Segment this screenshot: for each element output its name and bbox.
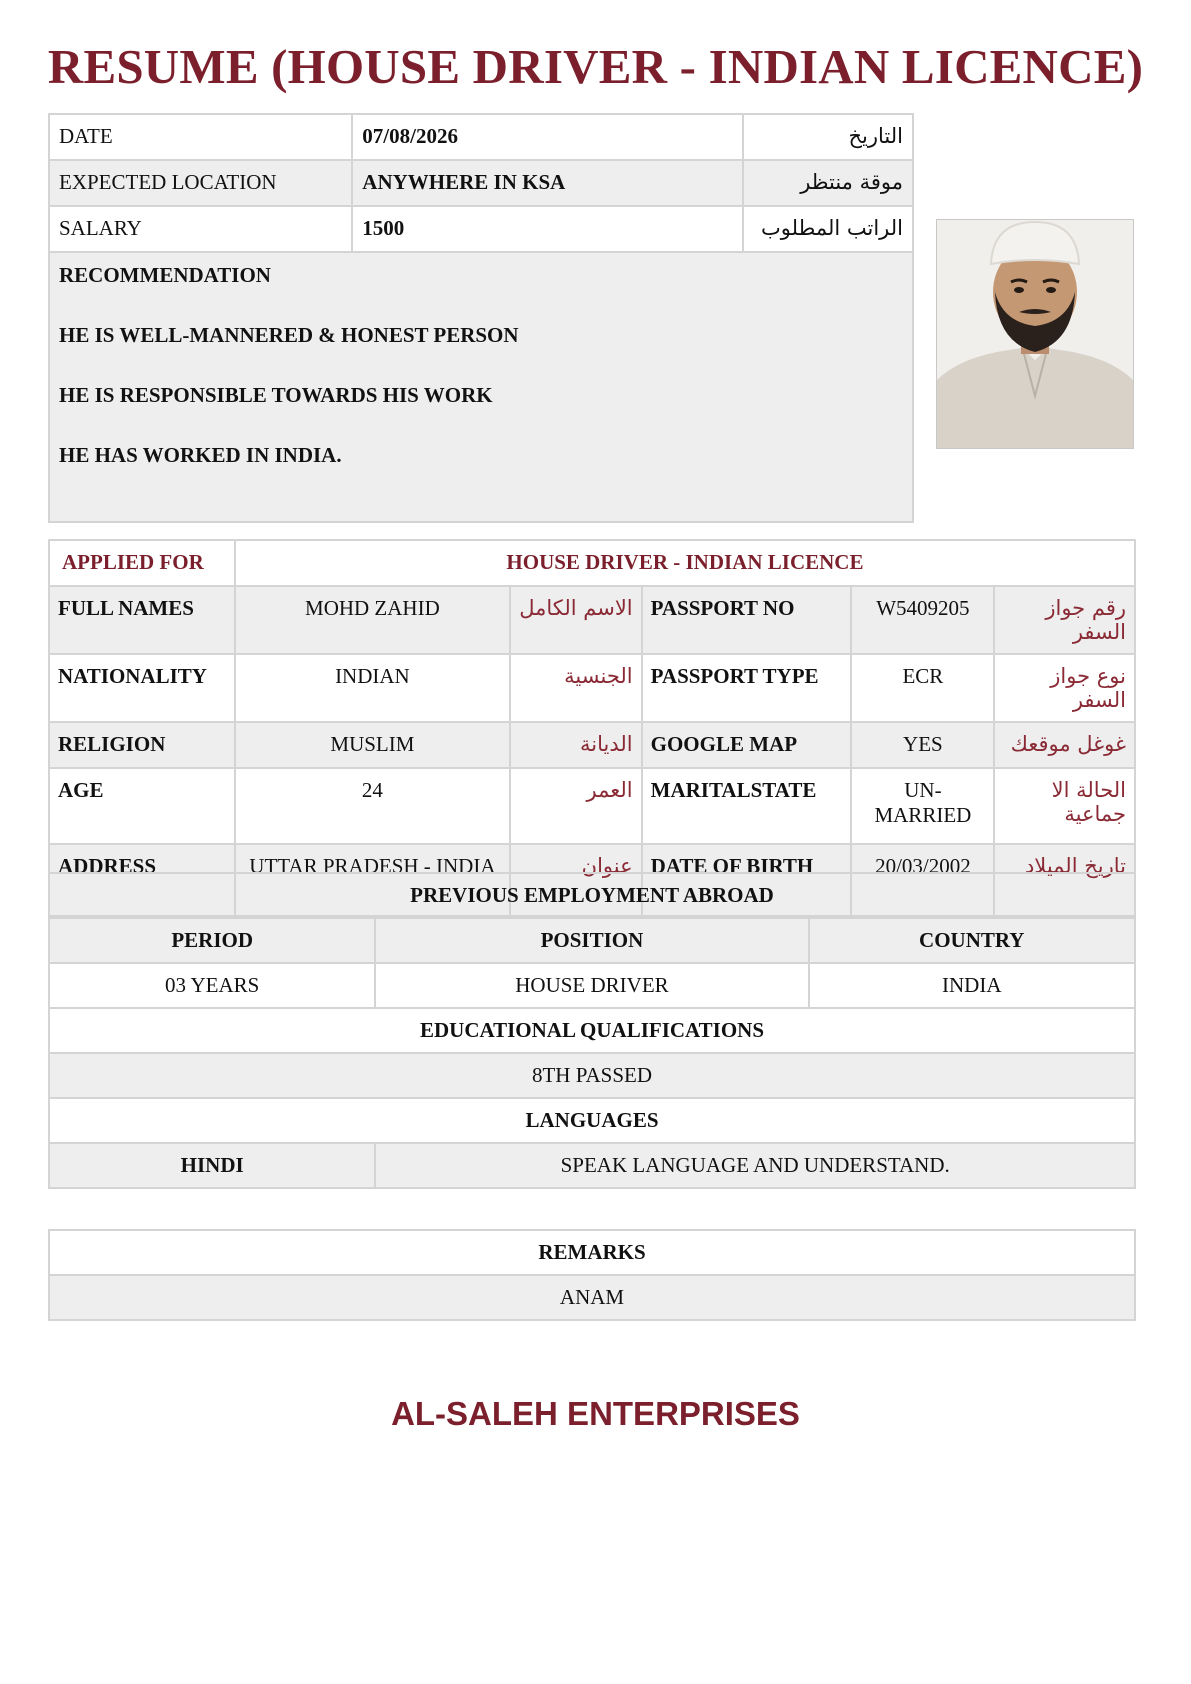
employment-period: 03 YEARS [49, 963, 375, 1008]
nationality-label: NATIONALITY [49, 654, 235, 722]
location-value: ANYWHERE IN KSA [352, 160, 743, 206]
candidate-details-table [48, 539, 1136, 917]
google-map-label-arabic: غوغل موقعك [994, 722, 1135, 768]
date-of-birth-value: 20/03/2002 [851, 844, 994, 916]
column-header-period: PERIOD [49, 918, 375, 963]
applied-for-value: HOUSE DRIVER - INDIAN LICENCE [235, 540, 1135, 586]
languages-heading-row [49, 1098, 1135, 1143]
applied-for-label: APPLIED FOR [49, 540, 235, 586]
detail-row-nationality [49, 654, 1135, 722]
date-row [49, 114, 913, 160]
employment-country: INDIA [809, 963, 1135, 1008]
religion-label: RELIGION [49, 722, 235, 768]
passport-no-label-arabic: رقم جواز السفر [994, 586, 1135, 654]
language-row [49, 1143, 1135, 1188]
employment-header-row [49, 918, 1135, 963]
location-label: EXPECTED LOCATION [49, 160, 352, 206]
date-value: 07/08/2026 [352, 114, 743, 160]
employment-row [49, 963, 1135, 1008]
address-label: ADDRESS [49, 844, 235, 916]
remarks-value: ANAM [49, 1275, 1135, 1320]
remarks-table [48, 1229, 1136, 1321]
summary-table [48, 113, 914, 523]
google-map-value: YES [851, 722, 994, 768]
recommendation-line: HE IS WELL-MANNERED & HONEST PERSON [59, 323, 519, 347]
candidate-photo [936, 219, 1134, 449]
recommendation-line: HE IS RESPONSIBLE TOWARDS HIS WORK [59, 383, 493, 407]
page-title: RESUME (HOUSE DRIVER - INDIAN LICENCE) [47, 39, 1144, 94]
remarks-heading-row [49, 1230, 1135, 1275]
salary-row [49, 206, 913, 252]
language-name: HINDI [49, 1143, 375, 1188]
salary-label-arabic: الراتب المطلوب [743, 206, 913, 252]
passport-no-label: PASSPORT NO [642, 586, 852, 654]
remarks-heading: REMARKS [49, 1230, 1135, 1275]
languages-heading: LANGUAGES [49, 1098, 1135, 1143]
location-row [49, 160, 913, 206]
fullname-label: FULL NAMES [49, 586, 235, 654]
education-heading-row [49, 1008, 1135, 1053]
recommendation-line: HE HAS WORKED IN INDIA. [59, 443, 342, 467]
age-label: AGE [49, 768, 235, 844]
date-label-arabic: التاريخ [743, 114, 913, 160]
detail-row-religion [49, 722, 1135, 768]
marital-state-value: UN- MARRIED [851, 768, 994, 844]
education-value: 8TH PASSED [49, 1053, 1135, 1098]
detail-row-fullname [49, 586, 1135, 654]
column-header-country: COUNTRY [809, 918, 1135, 963]
fullname-value: MOHD ZAHID [235, 586, 510, 654]
age-label-arabic: العمر [510, 768, 642, 844]
passport-type-value: ECR [851, 654, 994, 722]
passport-type-label: PASSPORT TYPE [642, 654, 852, 722]
employment-position: HOUSE DRIVER [375, 963, 808, 1008]
company-name: AL-SALEH ENTERPRISES [391, 1395, 800, 1432]
location-label-arabic: موقة منتظر [743, 160, 913, 206]
employment-heading: PREVIOUS EMPLOYMENT ABROAD [49, 873, 1135, 918]
religion-label-arabic: الديانة [510, 722, 642, 768]
passport-type-label-arabic: نوع جواز السفر [994, 654, 1135, 722]
google-map-label: GOOGLE MAP [642, 722, 852, 768]
recommendation-heading: RECOMMENDATION [59, 263, 271, 287]
portrait-illustration [937, 220, 1133, 448]
nationality-value: INDIAN [235, 654, 510, 722]
salary-value: 1500 [352, 206, 743, 252]
column-header-position: POSITION [375, 918, 808, 963]
address-label-arabic: عنوان [510, 844, 642, 916]
salary-label: SALARY [49, 206, 352, 252]
date-of-birth-label-arabic: تاريخ الميلاد [994, 844, 1135, 916]
date-of-birth-label: DATE OF BIRTH [642, 844, 852, 916]
age-value: 24 [235, 768, 510, 844]
recommendation-row [49, 252, 913, 522]
employment-heading-row [49, 873, 1135, 918]
detail-row-age [49, 768, 1135, 844]
applied-for-row [49, 540, 1135, 586]
nationality-label-arabic: الجنسية [510, 654, 642, 722]
passport-no-value: W5409205 [851, 586, 994, 654]
date-label: DATE [49, 114, 352, 160]
language-level: SPEAK LANGUAGE AND UNDERSTAND. [375, 1143, 1135, 1188]
education-row [49, 1053, 1135, 1098]
address-value: UTTAR PRADESH - INDIA [235, 844, 510, 916]
marital-state-label: MARITALSTATE [642, 768, 852, 844]
fullname-label-arabic: الاسم الكامل [510, 586, 642, 654]
recommendation-box [49, 252, 913, 522]
education-heading: EDUCATIONAL QUALIFICATIONS [49, 1008, 1135, 1053]
marital-state-label-arabic: الحالة الا جماعية [994, 768, 1135, 844]
religion-value: MUSLIM [235, 722, 510, 768]
qualifications-table [48, 872, 1136, 1189]
remarks-row [49, 1275, 1135, 1320]
